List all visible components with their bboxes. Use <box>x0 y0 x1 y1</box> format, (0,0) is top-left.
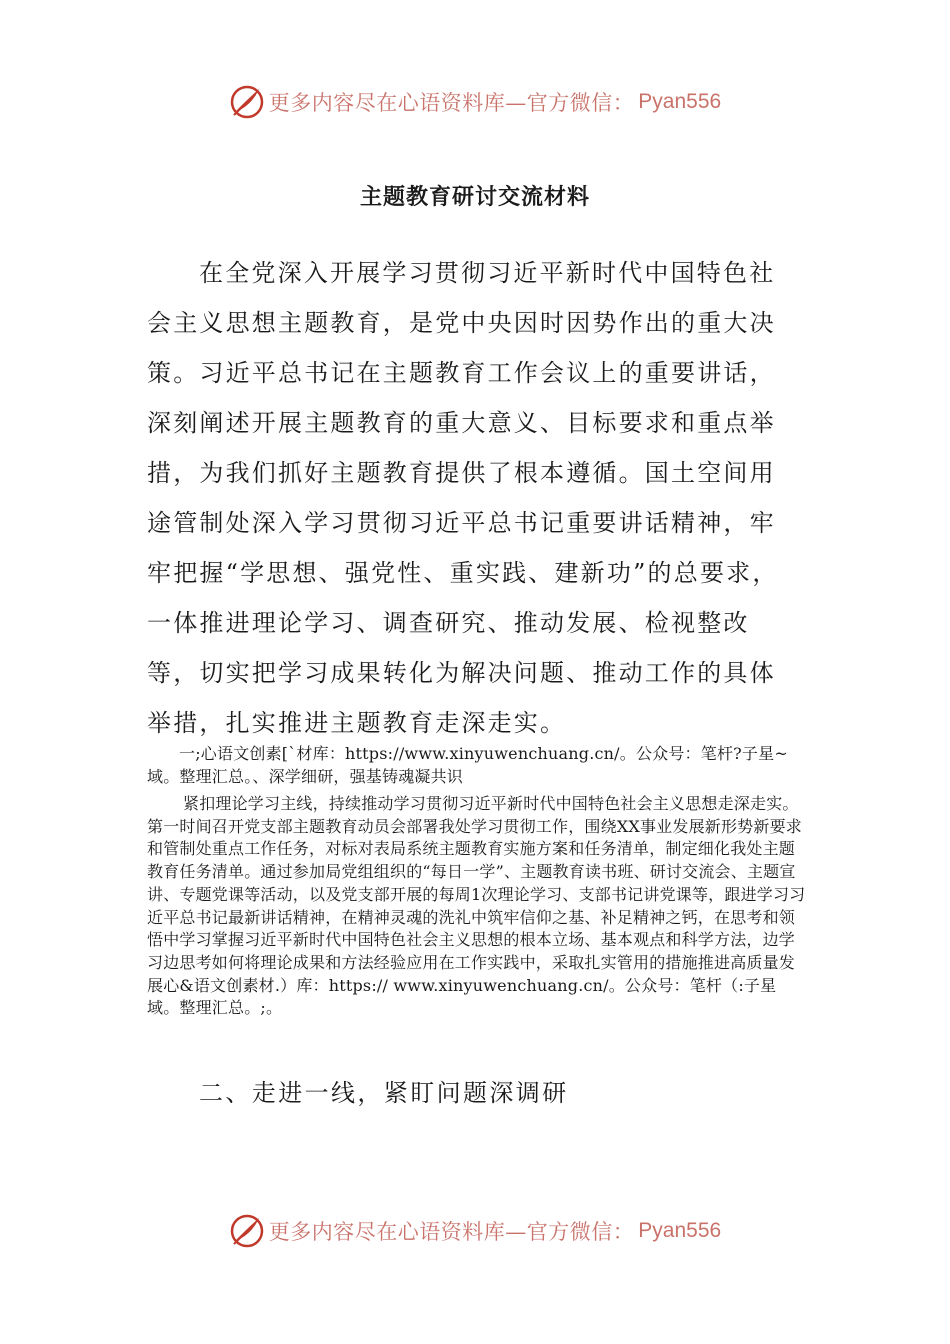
intro-paragraph: 在全党深入开展学习贯彻习近平新时代中国特色社会主义思想主题教育，是党中央因时因势作出的重大决策。习近平总书记在主题教育工作会议上的重要讲话，深刻阐述开展主题教育的重大意义、目标要求和重点举措，为我们抓好主题教育提供了根本遵循。国土空间用途管制处深入学习贯彻习近平总书记重要讲话精神，牢牢把握“学思想、强党性、重实践、建新功”的总要求，一体推进理论学习、调查研究、推动发展、检视整改等，切实把学习成果转化为解决问题、推动工作的具体举措，扎实推进主题教育走深走实。 <box>147 259 779 737</box>
section1-heading: 一;心语文创素[`材库：https://www.xinyuwenchuang.cn/。公众号：笔杆?子星~域。整理汇总。、深学细研，强基铸魂凝共识 <box>147 744 788 786</box>
section1-body: 紧扣理论学习主线，持续推动学习贯彻习近平新时代中国特色社会主义思想走深走实。第一时间召开党支部主题教育动员会部署我处学习贯彻工作，围绕XX事业发展新形势新要求和管制处重点工作任务，对标对表局系统主题教育实施方案和任务清单，制定细化我处主题教育任务清单。通过参加局党组组织的“每日一学”、主题教育读书班、研讨交流会、主题宣讲、专题党课等活动，以及党支部开展的每周1次理论学习、支部书记讲党课等，跟进学习习近平总书记最新讲话精神，在精神灵魂的洗礼中筑牢信仰之基、补足精神之钙，在思考和领悟中学习掌握习近平新时代中国特色社会主义思想的根本立场、基本观点和科学方法，边学习边思考如何将理论成果和方法经验应用在工作实践中，采取扎实管用的措施推进高质量发展心&语文创素材.）库：https:// www.xinyuwenchuang.cn/。公众号：笔杆（:子星域。整理汇总。;。 <box>147 794 806 1018</box>
banner-wechat-id: Pyan556 <box>638 90 722 113</box>
banner-text: 更多内容尽在心语资料库—官方微信： <box>268 1220 635 1244</box>
banner-text: 更多内容尽在心语资料库—官方微信： <box>268 91 635 115</box>
header-banner <box>0 82 950 122</box>
section2-heading: 二、走进一线，紧盯问题深调研 <box>199 1079 569 1107</box>
page-title: 主题教育研讨交流材料 <box>359 185 590 210</box>
quill-logo-icon <box>229 1213 265 1249</box>
quill-logo-icon <box>229 84 265 120</box>
footer-banner <box>0 1211 950 1251</box>
banner-wechat-id: Pyan556 <box>638 1219 722 1242</box>
